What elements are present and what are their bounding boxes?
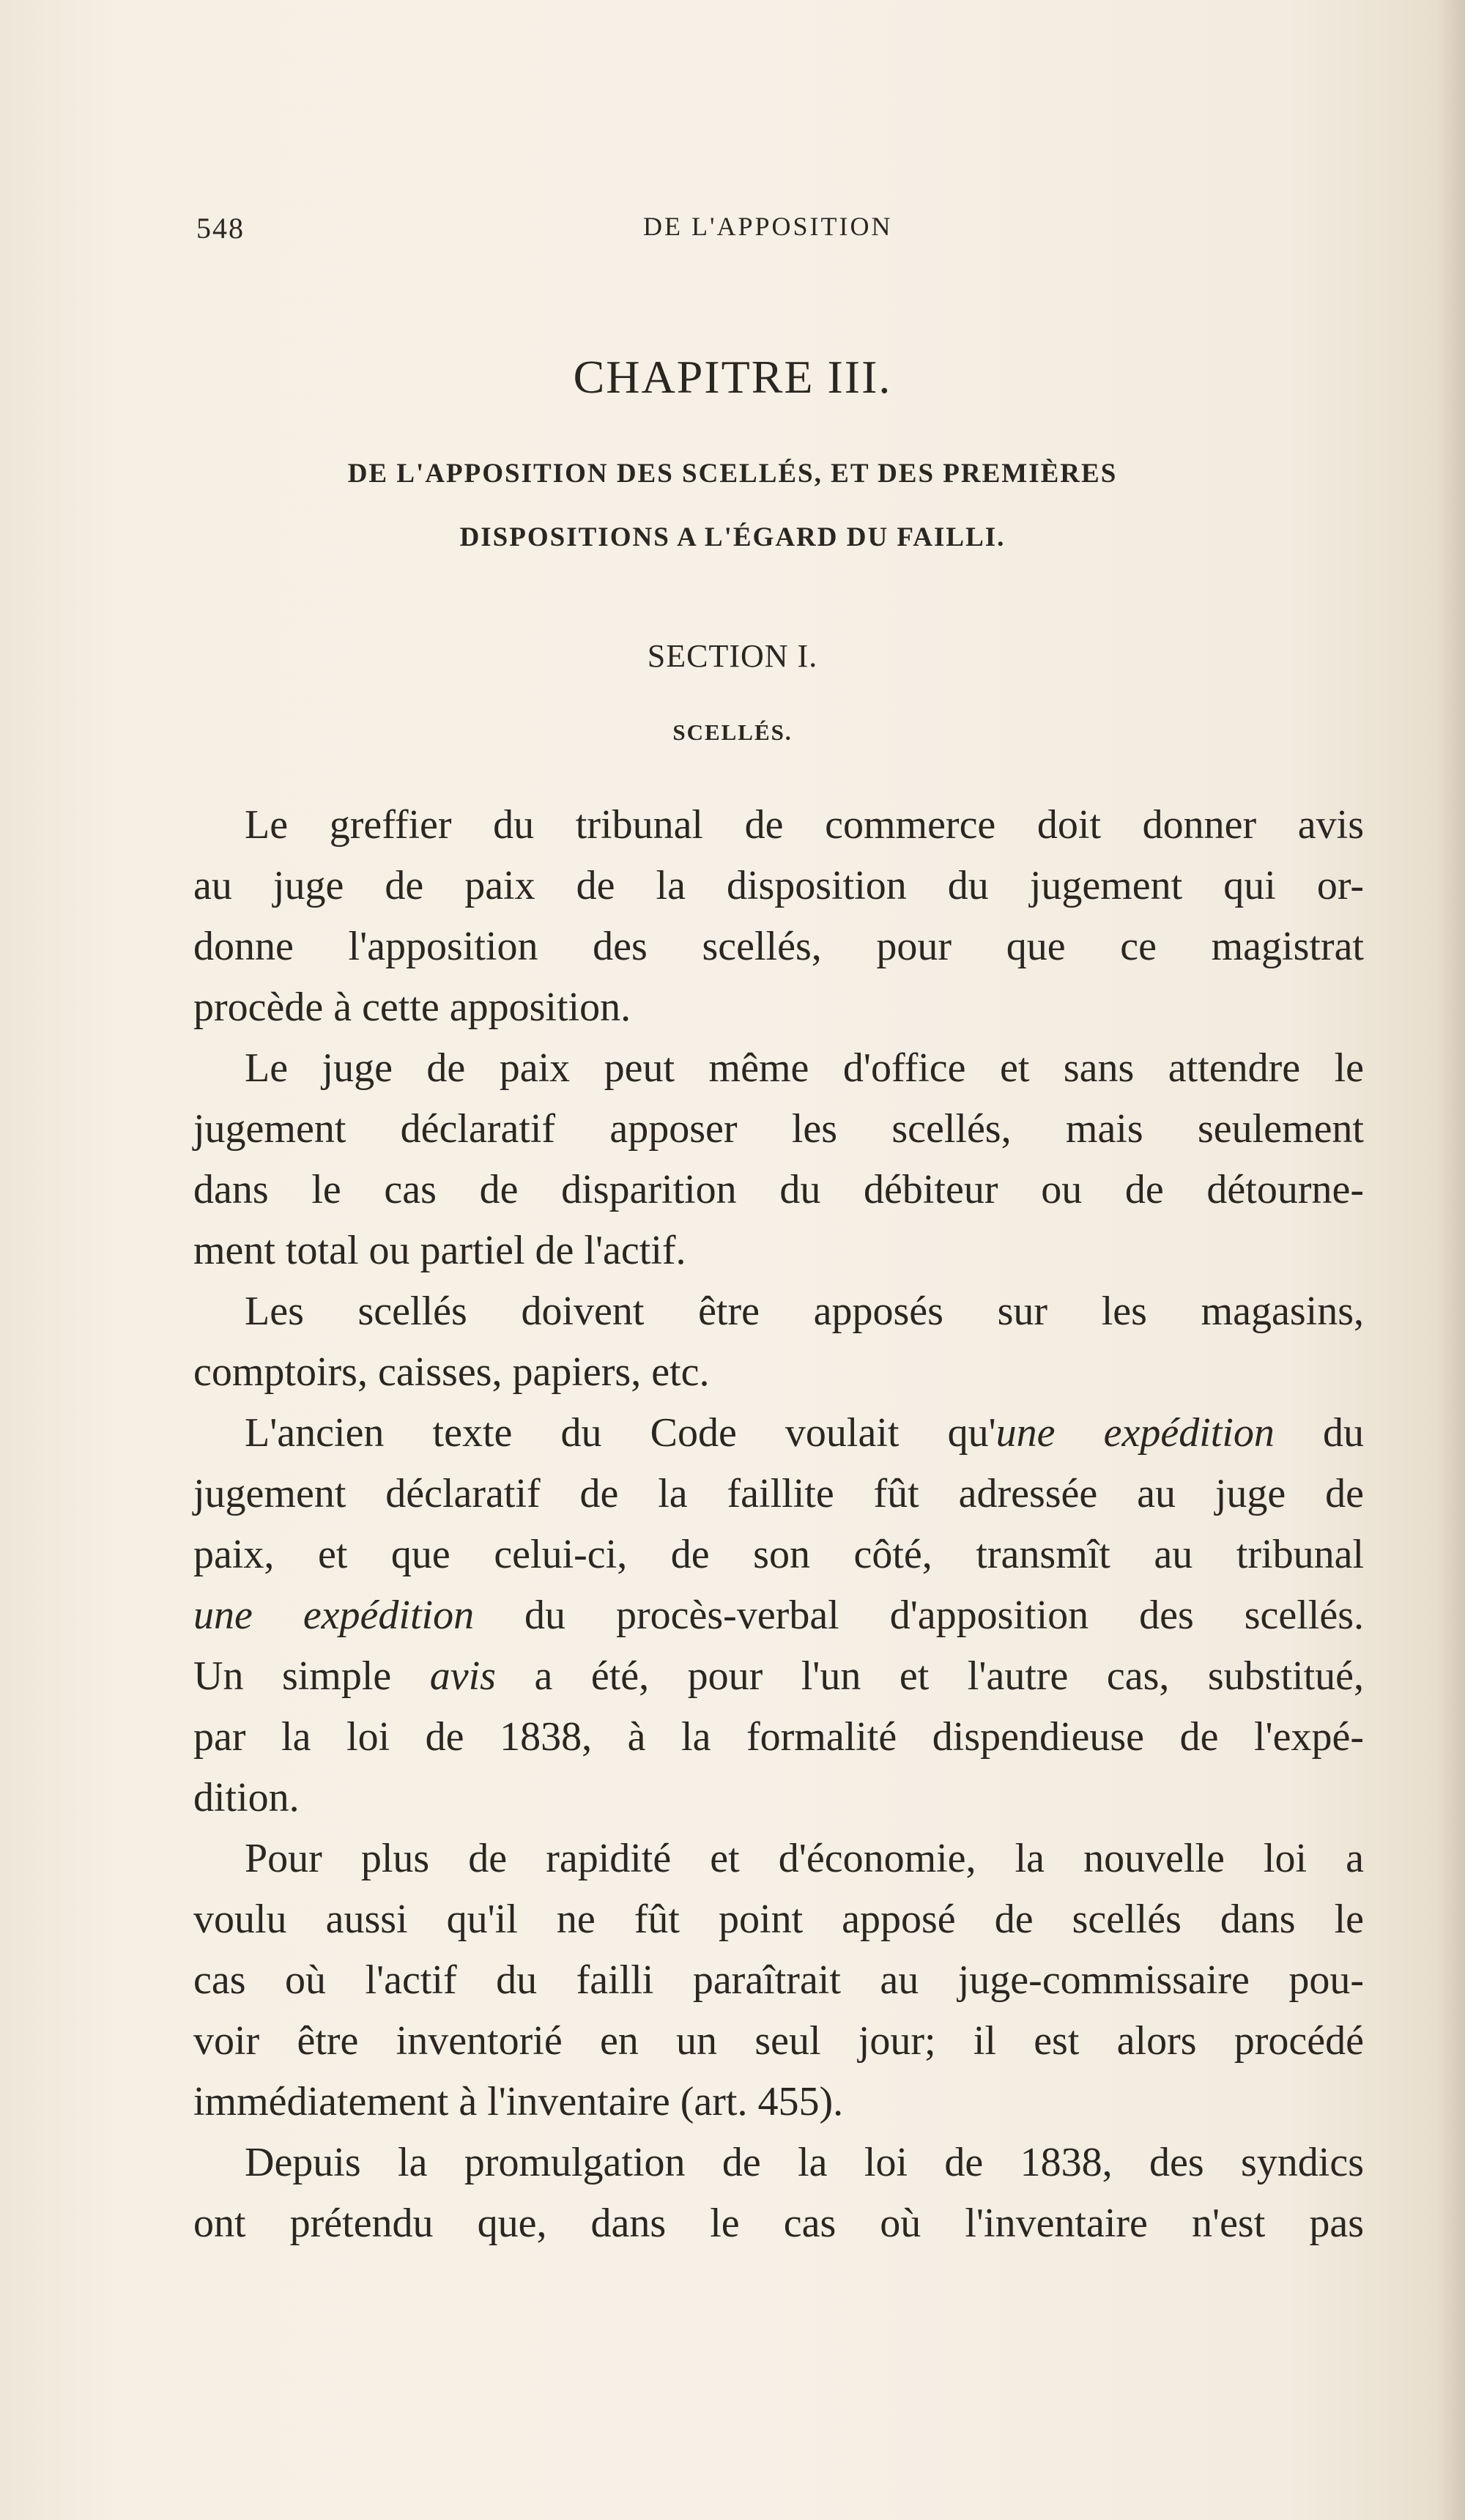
chapter-subtitle-line-2: DISPOSITIONS A L'ÉGARD DU FAILLI. (459, 522, 1006, 552)
body-line (193, 1650, 1364, 1702)
body-line: ont prétendu que, dans le cas où l'inventaire n'est pas (193, 2201, 1364, 2246)
text-run: a été, pour l'un et l'autre cas, substitué, (495, 1653, 1364, 1699)
body-line: Depuis la promulgation de la loi de 1838, des syndics (245, 2140, 1364, 2185)
body-line: jugement déclaratif apposer les scellés, mais seulement (193, 1106, 1364, 1152)
body-line: dition. (193, 1775, 300, 1820)
body-line: procède à cette apposition. (193, 985, 631, 1030)
body-line: au juge de paix de la disposition du jugement qui or- (193, 863, 1364, 908)
italic-text: avis (429, 1653, 496, 1699)
chapter-subtitle-line-1: DE L'APPOSITION DES SCELLÉS, ET DES PREMIÈRES (347, 459, 1118, 489)
running-header (196, 211, 1368, 248)
page-number: 548 (196, 212, 245, 245)
chapter-title: CHAPITRE III. (573, 351, 892, 403)
body-line: Pour plus de rapidité et d'économie, la nouvelle loi a (245, 1836, 1364, 1881)
body-line: dans le cas de disparition du débiteur ou de détourne- (193, 1167, 1364, 1212)
body-line: voulu aussi qu'il ne fût point apposé de scellés dans le (193, 1897, 1364, 1942)
body-line: Le juge de paix peut même d'office et sans attendre le (245, 1045, 1364, 1091)
text-run: L'ancien texte du Code voulait qu' (245, 1410, 996, 1456)
body-line: Les scellés doivent être apposés sur les magasins, (245, 1289, 1364, 1334)
italic-text: une expédition (193, 1593, 475, 1638)
running-title: DE L'APPOSITION (643, 212, 893, 241)
body-line: immédiatement à l'inventaire (art. 455). (193, 2079, 844, 2124)
body-line: par la loi de 1838, à la formalité dispendieuse de l'expé- (193, 1714, 1364, 1760)
body-line: ment total ou partiel de l'actif. (193, 1228, 686, 1273)
body-line: jugement déclaratif de la faillite fût adressée au juge de (193, 1471, 1364, 1516)
body-line: cas où l'actif du failli paraîtrait au juge-commissaire pou- (193, 1957, 1364, 2003)
body-line: Le greffier du tribunal de commerce doit donner avis (245, 802, 1364, 848)
body-line: comptoirs, caisses, papiers, etc. (193, 1349, 710, 1395)
text-run: du procès-verbal d'apposition des scellés. (474, 1593, 1364, 1638)
text-run: du (1274, 1410, 1365, 1456)
italic-text: une expédition (995, 1410, 1275, 1456)
section-title: SECTION I. (647, 638, 818, 674)
body-line: voir être inventorié en un seul jour; il est alors procédé (193, 2018, 1364, 2064)
body-line: paix, et que celui-ci, de son côté, transmît au tribunal (193, 1532, 1364, 1577)
body-line (193, 1589, 1364, 1642)
section-subtitle: SCELLÉS. (672, 719, 793, 745)
body-line: donne l'apposition des scellés, pour que ce magistrat (193, 924, 1364, 969)
text-run: Un simple (193, 1653, 430, 1699)
body-line (245, 1407, 1364, 1459)
